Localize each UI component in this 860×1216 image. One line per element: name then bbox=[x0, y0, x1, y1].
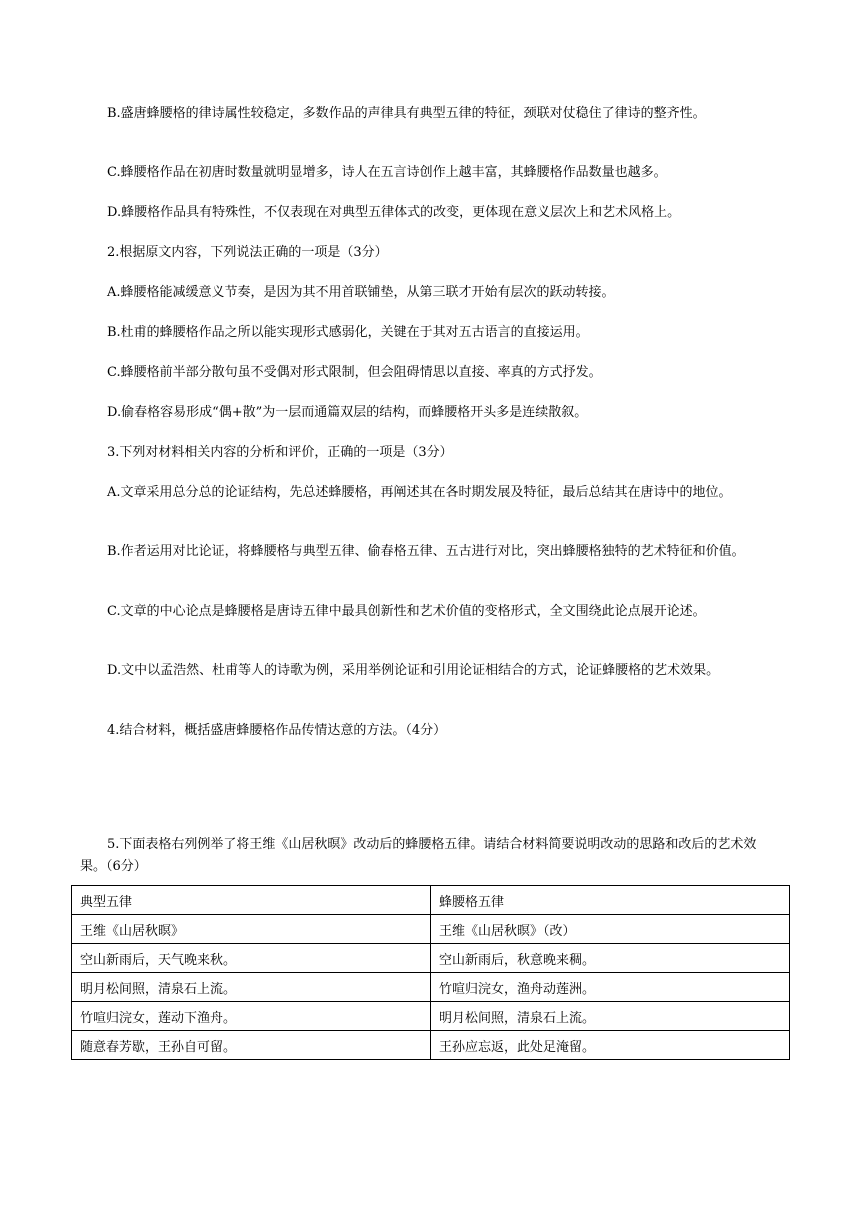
q2-option-b: B.杜甫的蜂腰格作品之所以能实现形式感弱化，关键在于其对五古语言的直接运用。 bbox=[107, 325, 589, 340]
table-row bbox=[72, 915, 790, 944]
q5-stem: 5.下面表格右列例举了将王维《山居秋暝》改动后的蜂腰格五律。请结合材料简要说明改动的思路和改后的艺术效果。（6分） bbox=[80, 837, 757, 874]
table-cell-right: 空山新雨后，秋意晚来稠。 bbox=[431, 944, 790, 973]
q4-stem: 4.结合材料，概括盛唐蜂腰格作品传情达意的方法。（4分） bbox=[107, 723, 447, 738]
table-cell-left: 王维《山居秋暝》 bbox=[72, 915, 431, 944]
q2-option-d: D.偷春格容易形成“偶+散”为一层而通篇双层的结构，而蜂腰格开头多是连续散叙。 bbox=[107, 405, 588, 420]
table-cell-left: 典型五律 bbox=[72, 886, 431, 915]
poem-comparison-table bbox=[71, 885, 790, 1060]
q3-stem: 3.下列对材料相关内容的分析和评价，正确的一项是（3分） bbox=[107, 445, 453, 460]
table-cell-right: 蜂腰格五律 bbox=[431, 886, 790, 915]
q1-option-b: B.盛唐蜂腰格的律诗属性较稳定，多数作品的声律具有典型五律的特征，颈联对仗稳住了律诗的整齐性。 bbox=[107, 106, 706, 121]
q3-option-b: B.作者运用对比论证，将蜂腰格与典型五律、偷春格五律、五古进行对比，突出蜂腰格独特的艺术特征和价值。 bbox=[107, 544, 745, 559]
table-cell-right: 王维《山居秋暝》（改） bbox=[431, 915, 790, 944]
q1-option-d: D.蜂腰格作品具有特殊性，不仅表现在对典型五律体式的改变，更体现在意义层次上和艺术风格上。 bbox=[107, 205, 681, 220]
table-row bbox=[72, 944, 790, 973]
table-cell-right: 王孙应忘返，此处足淹留。 bbox=[431, 1031, 790, 1060]
q3-option-d: D.文中以孟浩然、杜甫等人的诗歌为例，采用举例论证和引用论证相结合的方式，论证蜂腰格的艺术效果。 bbox=[107, 663, 720, 678]
q2-stem: 2.根据原文内容，下列说法正确的一项是（3分） bbox=[107, 245, 388, 260]
table-row bbox=[72, 1002, 790, 1031]
q2-option-a: A.蜂腰格能减缓意义节奏，是因为其不用首联铺垫，从第三联才开始有层次的跃动转接。 bbox=[107, 285, 615, 300]
q3-option-c: C.文章的中心论点是蜂腰格是唐诗五律中最具创新性和艺术价值的变格形式，全文围绕此论点展开论述。 bbox=[107, 604, 706, 619]
table-cell-left: 竹喧归浣女，莲动下渔舟。 bbox=[72, 1002, 431, 1031]
table-row bbox=[72, 973, 790, 1002]
q1-option-c: C.蜂腰格作品在初唐时数量就明显增多，诗人在五言诗创作上越丰富，其蜂腰格作品数量也越多。 bbox=[107, 165, 667, 180]
q3-option-a: A.文章采用总分总的论证结构，先总述蜂腰格，再阐述其在各时期发展及特征，最后总结其在唐诗中的地位。 bbox=[107, 485, 732, 500]
table-cell-left: 随意春芳歇，王孙自可留。 bbox=[72, 1031, 431, 1060]
table-row bbox=[72, 886, 790, 915]
q2-option-c: C.蜂腰格前半部分散句虽不受偶对形式限制，但会阻碍情思以直接、率真的方式抒发。 bbox=[107, 365, 602, 380]
table-row bbox=[72, 1031, 790, 1060]
table-cell-right: 明月松间照，清泉石上流。 bbox=[431, 1002, 790, 1031]
table-cell-left: 明月松间照，清泉石上流。 bbox=[72, 973, 431, 1002]
table-cell-right: 竹喧归浣女，渔舟动莲洲。 bbox=[431, 973, 790, 1002]
table-cell-left: 空山新雨后，天气晚来秋。 bbox=[72, 944, 431, 973]
